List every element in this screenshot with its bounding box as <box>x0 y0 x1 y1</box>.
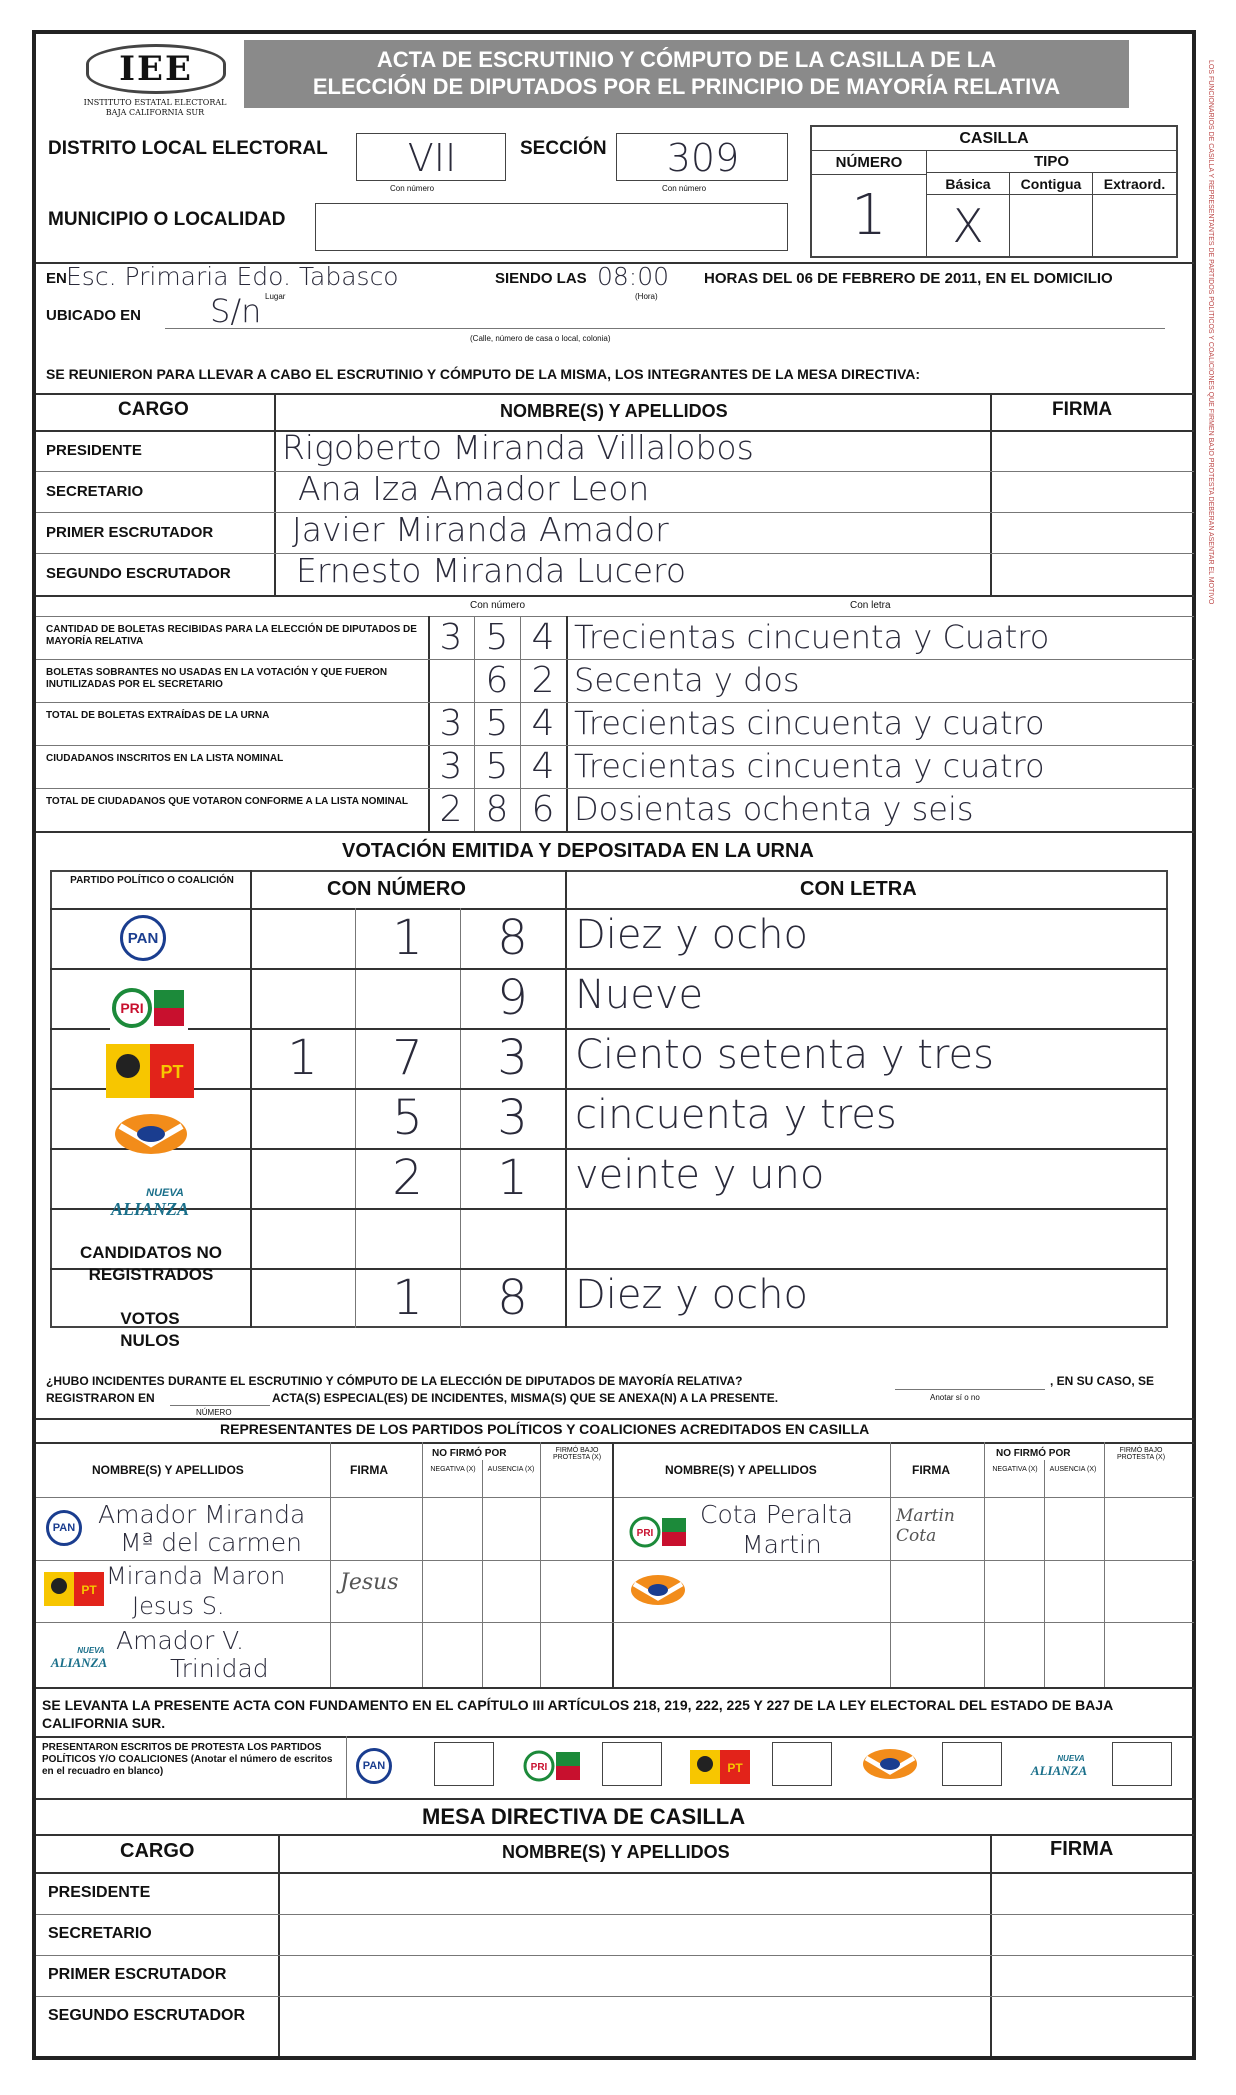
votacion-digit[interactable]: 2 <box>392 1150 423 1206</box>
protesta-prdpt-box[interactable] <box>772 1742 832 1786</box>
votacion-row-line <box>50 968 1168 970</box>
partido-header <box>54 875 250 887</box>
mesa-final-cargo: CARGO <box>120 1840 195 1862</box>
boletas-row-label: CANTIDAD DE BOLETAS RECIBIDAS PARA LA ELECCIÓN DE DIPUTADOS DE MAYORÍA RELATIVA <box>46 624 417 647</box>
votacion-digit[interactable]: 9 <box>497 970 528 1026</box>
tipo-basica-mark[interactable]: X <box>927 195 1010 256</box>
fundamento-text: SE LEVANTA LA PRESENTE ACTA CON FUNDAMENTO EN EL CAPÍTULO III ARTÍCULOS 218, 219, 222, 225 Y 227 DE LA LEY ELECTORAL DEL ESTADO DE BAJA CALIFORNIA SUR. <box>42 1697 1113 1731</box>
rep-right-protesta: FIRMÓ BAJO PROTESTA (X) <box>1116 1447 1166 1461</box>
nombre-secretario[interactable]: Ana Iza Amador Leon <box>298 469 650 508</box>
mf-segundo-escrutador: SEGUNDO ESCRUTADOR <box>48 2007 246 2024</box>
votacion-digit[interactable]: 5 <box>392 1090 423 1146</box>
ubicado-label: UBICADO EN <box>46 307 142 324</box>
boletas-con-numero: Con número <box>470 600 526 611</box>
side-note: LOS FUNCIONARIOS DE CASILLA Y REPRESENTANTES DE PARTIDOS POLÍTICOS Y COALICIONES QUE FIRMEN BAJO PROTESTA DEBERÁN ASENTAR EL MOTIVO <box>1207 60 1214 605</box>
votacion-digit[interactable]: 1 <box>497 1150 528 1206</box>
boletas-digit[interactable]: 5 <box>485 703 509 744</box>
votacion-digit[interactable]: 7 <box>392 1030 423 1086</box>
protesta-na-logo-icon <box>1024 1746 1094 1786</box>
seccion-label: SECCIÓN <box>520 138 607 159</box>
rep-na-name-2[interactable]: Trinidad <box>170 1654 269 1683</box>
protesta-pri-pvem-logo-icon <box>522 1746 582 1786</box>
protesta-conv-box[interactable] <box>942 1742 1002 1786</box>
rep-c1 <box>330 1442 331 1687</box>
nombre-segundo-escrutador[interactable]: Ernesto Miranda Lucero <box>296 551 687 590</box>
boletas-row-label: BOLETAS SOBRANTES NO USADAS EN LA VOTACIÓN Y QUE FUERON INUTILIZADAS POR EL SECRETARIO <box>46 667 388 690</box>
rep-mid <box>612 1442 614 1687</box>
mesa-col2 <box>990 393 992 595</box>
rep-r1 <box>36 1560 1194 1561</box>
seccion-hint: Con número <box>662 184 707 193</box>
rep-c8 <box>1104 1442 1105 1687</box>
votacion-letra[interactable]: Diez y ocho <box>575 1272 808 1318</box>
rep-right-no-firmo: NO FIRMÓ POR <box>996 1448 1071 1459</box>
votacion-digit[interactable] <box>250 1268 355 1328</box>
rep-pan-name-2[interactable]: Mª del carmen <box>120 1528 302 1557</box>
title-line-1: ACTA DE ESCRUTINIO Y CÓMPUTO DE LA CASILLA DE LA <box>376 47 997 72</box>
prd-pt-logo-icon <box>106 1044 194 1098</box>
mesa-final-firma: FIRMA <box>1050 1838 1114 1860</box>
distrito-field[interactable] <box>356 133 506 181</box>
boletas-top <box>36 616 1194 617</box>
na-top: NUEVA <box>146 1186 184 1199</box>
votacion-head-line <box>50 908 1168 910</box>
siendo-label: SIENDO LAS <box>495 270 587 287</box>
rep-convergencia-logo-icon <box>628 1572 688 1612</box>
boletas-letra[interactable]: Dosientas ochenta y seis <box>574 790 974 828</box>
protesta-text: PRESENTARON ESCRITOS DE PROTESTA LOS PARTIDOS POLÍTICOS Y/O COALICIONES (Anotar el número de escritos en el recuadro en blanco) <box>42 1742 333 1777</box>
protesta-convergencia-logo-icon <box>860 1746 920 1786</box>
cargo-header: CARGO <box>118 399 189 420</box>
mf-primer-escrutador: PRIMER ESCRUTADOR <box>48 1966 227 1983</box>
rep-na-name-1[interactable]: Amador V. <box>116 1626 244 1655</box>
boletas-con-letra: Con letra <box>850 600 891 611</box>
rep-left-negativa: NEGATIVA (X) <box>430 1466 476 1473</box>
rep-top <box>36 1418 1194 1420</box>
rep-left-nombre-header: NOMBRE(S) Y APELLIDOS <box>92 1463 244 1477</box>
boletas-digit[interactable]: 3 <box>439 746 463 787</box>
rep-pri-name-1[interactable]: Cota Peralta <box>700 1500 854 1529</box>
seccion-field[interactable] <box>616 133 788 181</box>
votos-nulos: VOTOS NULOS <box>120 1309 180 1350</box>
incidentes-line2-suffix: ACTA(S) ESPECIAL(ES) DE INCIDENTES, MISMA(S) QUE SE ANEXA(N) A LA PRESENTE. <box>272 1391 779 1405</box>
rep-prdpt-name-1[interactable]: Miranda Maron <box>106 1562 286 1590</box>
lugar-value[interactable]: Esc. Primaria Edo. Tabasco <box>66 262 399 291</box>
hora-hint: (Hora) <box>635 292 658 301</box>
mesa-col1 <box>274 393 276 595</box>
rep-right-nombre-header: NOMBRE(S) Y APELLIDOS <box>665 1463 817 1477</box>
votacion-letra[interactable]: cincuenta y tres <box>575 1092 897 1138</box>
rep-prd-pt-logo-icon <box>44 1572 104 1606</box>
boletas-digit[interactable]: 3 <box>439 703 463 744</box>
cargo-primer-escrutador: PRIMER ESCRUTADOR <box>46 524 214 541</box>
rep-title-line <box>36 1442 1194 1444</box>
iee-logo-icon: IEE <box>86 44 226 94</box>
cargo-secretario: SECRETARIO <box>46 483 144 500</box>
logo-subtitle-2: BAJA CALIFORNIA SUR <box>105 108 205 117</box>
votacion-digit[interactable] <box>250 1088 355 1148</box>
rep-c3 <box>482 1460 483 1687</box>
protesta-pri-box[interactable] <box>602 1742 662 1786</box>
rep-left-ausencia: AUSENCIA (X) <box>487 1466 535 1473</box>
votacion-row-line <box>50 1088 1168 1090</box>
rep-c2 <box>422 1442 423 1687</box>
nombre-header: NOMBRE(S) Y APELLIDOS <box>500 401 728 421</box>
votacion-row-line <box>50 1148 1168 1150</box>
svg-text:PT: PT <box>727 1761 743 1775</box>
con-letra-header: CON LETRA <box>800 878 917 900</box>
casilla-label: CASILLA <box>812 127 1176 151</box>
rep-r2 <box>36 1622 1194 1623</box>
mf-secretario: SECRETARIO <box>48 1925 152 1942</box>
svg-text:PRI: PRI <box>636 1528 654 1539</box>
incidentes-line1: ¿HUBO INCIDENTES DURANTE EL ESCRUTINIO Y CÓMPUTO DE LA ELECCIÓN DE DIPUTADOS DE MAYORÍA RELATIVA? <box>46 1374 743 1388</box>
pan-logo-icon: PAN <box>120 915 166 961</box>
mf-h3 <box>36 1955 1194 1956</box>
votacion-letra[interactable]: Nueve <box>575 972 704 1018</box>
incidentes-line1-suffix: , EN SU CASO, SE <box>1050 1374 1155 1388</box>
tipo-basica: Básica <box>927 173 1010 195</box>
rep-left-protesta: FIRMÓ BAJO PROTESTA (X) <box>552 1447 602 1461</box>
rep-na-top: NUEVA <box>77 1645 105 1655</box>
mf-presidente: PRESIDENTE <box>48 1884 151 1901</box>
rep-c4 <box>540 1442 541 1687</box>
partido-header-text: PARTIDO POLÍTICO O COALICIÓN <box>70 875 234 886</box>
rep-left-no-firmo: NO FIRMÓ POR <box>432 1448 507 1459</box>
rep-right-ausencia: AUSENCIA (X) <box>1049 1466 1097 1473</box>
municipio-field[interactable] <box>315 203 788 251</box>
tipo-contigua-cell[interactable] <box>1010 195 1093 256</box>
seccion-value: 309 <box>666 136 740 180</box>
boletas-bottom <box>36 831 1194 833</box>
boletas-digit[interactable]: 4 <box>531 617 555 658</box>
votacion-digit[interactable] <box>250 1208 355 1268</box>
votacion-digit[interactable]: 1 <box>392 910 423 966</box>
rep-head-line <box>36 1497 1194 1498</box>
boletas-row-line <box>36 659 1194 660</box>
rep-pan-logo-icon: PAN <box>46 1510 82 1546</box>
incidentes-numero-line <box>170 1405 270 1406</box>
protesta-na-top: NUEVA <box>1057 1753 1085 1763</box>
mf-col2 <box>990 1834 992 2056</box>
votacion-digit[interactable] <box>355 968 460 1028</box>
votacion-digit[interactable]: 8 <box>497 1270 528 1326</box>
mesa-final-title-line <box>36 1834 1194 1836</box>
nueva-alianza-logo-icon <box>104 1176 196 1230</box>
votacion-title: VOTACIÓN EMITIDA Y DEPOSITADA EN LA URNA <box>342 840 814 862</box>
nombre-primer-escrutador[interactable]: Javier Miranda Amador <box>292 510 669 549</box>
distrito-value: VII <box>407 136 457 180</box>
rep-prdpt-firma[interactable]: Jesus <box>340 1570 399 1595</box>
protesta-prd-pt-logo-icon <box>690 1750 750 1784</box>
rep-bottom <box>36 1687 1194 1689</box>
rep-right-firma-header: FIRMA <box>912 1463 950 1477</box>
boletas-col4 <box>566 616 568 831</box>
votacion-row-line <box>50 1028 1168 1030</box>
rep-pri-firma[interactable]: Martin Cota <box>896 1506 955 1546</box>
svg-text:PRI: PRI <box>120 1000 144 1016</box>
protesta-bottom <box>36 1798 1194 1800</box>
votacion-digit[interactable] <box>460 1208 565 1268</box>
protesta-pan-logo-icon: PAN <box>356 1748 392 1784</box>
boletas-row-label: TOTAL DE BOLETAS EXTRAÍDAS DE LA URNA <box>46 710 270 721</box>
lugar-hint: Lugar <box>265 292 286 301</box>
boletas-digit[interactable]: 5 <box>485 746 509 787</box>
numero-label: NÚMERO <box>812 151 927 175</box>
rep-right-negativa: NEGATIVA (X) <box>992 1466 1038 1473</box>
hora-value[interactable]: 08:00 <box>597 262 670 291</box>
votacion-digit[interactable]: 1 <box>392 1270 423 1326</box>
svg-text:PRI: PRI <box>530 1762 548 1773</box>
rep-prdpt-name-2[interactable]: Jesus S. <box>132 1592 225 1620</box>
protesta-na-bottom: ALIANZA <box>1030 1762 1088 1778</box>
boletas-letra[interactable]: Trecientas cincuenta y Cuatro <box>574 618 1050 656</box>
boletas-digit[interactable]: 2 <box>439 789 463 830</box>
votacion-letra[interactable]: Ciento setenta y tres <box>575 1032 994 1078</box>
convergencia-logo-icon <box>112 1110 190 1162</box>
boletas-digit[interactable]: 3 <box>439 617 463 658</box>
votacion-digit[interactable] <box>355 1208 460 1268</box>
rep-c6 <box>984 1442 985 1687</box>
boletas-letra[interactable]: Trecientas cincuenta y cuatro <box>574 747 1045 785</box>
anotar-hint: Anotar sí o no <box>930 1393 980 1402</box>
nombre-presidente[interactable]: Rigoberto Miranda Villalobos <box>282 428 754 467</box>
boletas-row-line <box>36 745 1194 746</box>
vot-col4 <box>565 870 567 1328</box>
votacion-letra[interactable]: veinte y uno <box>575 1152 825 1198</box>
rep-title: REPRESENTANTES DE LOS PARTIDOS POLÍTICOS Y COALICIONES ACREDITADOS EN CASILLA <box>220 1421 870 1437</box>
rep-pri-pvem-logo-icon <box>628 1512 688 1552</box>
rep-c7 <box>1044 1460 1045 1687</box>
boletas-row-line <box>36 702 1194 703</box>
rep-pan-name-1[interactable]: Amador Miranda <box>98 1500 306 1529</box>
casilla-box <box>810 125 1178 258</box>
lugar-prefix: EN <box>46 270 67 287</box>
numero-hint: NÚMERO <box>196 1408 232 1417</box>
con-numero-header: CON NÚMERO <box>327 878 466 900</box>
rep-pri-name-2[interactable]: Martin <box>742 1530 822 1559</box>
protesta-div <box>346 1736 347 1798</box>
title-line-2: ELECCIÓN DE DIPUTADOS POR EL PRINCIPIO DE MAYORÍA RELATIVA <box>312 74 1061 99</box>
rep-c5 <box>890 1442 891 1687</box>
cargo-segundo-escrutador: SEGUNDO ESCRUTADOR <box>46 565 231 582</box>
mesa-final-nombre: NOMBRE(S) Y APELLIDOS <box>502 1842 730 1862</box>
ubicado-hint: (Calle, número de casa o local, colonia) <box>470 334 611 343</box>
boletas-letra[interactable]: Trecientas cincuenta y cuatro <box>574 704 1045 742</box>
tipo-contigua: Contigua <box>1010 173 1093 195</box>
boletas-digit[interactable]: 2 <box>531 660 555 701</box>
fundamento-bottom <box>36 1736 1194 1738</box>
svg-text:PT: PT <box>160 1062 184 1082</box>
casilla-numero-value[interactable]: 1 <box>812 175 927 256</box>
boletas-digit[interactable]: 6 <box>531 789 555 830</box>
mesa-top <box>36 393 1194 395</box>
title-banner <box>244 40 1129 108</box>
votacion-digit[interactable]: 8 <box>497 910 528 966</box>
mesa-bottom <box>36 595 1194 597</box>
firma-header: FIRMA <box>1052 399 1113 420</box>
horas-del-text: HORAS DEL 06 DE FEBRERO DE 2011, EN EL DOMICILIO <box>704 270 1113 287</box>
votacion-letra[interactable]: Diez y ocho <box>575 912 808 958</box>
boletas-row-line <box>36 788 1194 789</box>
distrito-hint: Con número <box>390 184 435 193</box>
tipo-extraord: Extraord. <box>1093 173 1176 195</box>
municipio-label: MUNICIPIO O LOCALIDAD <box>48 209 286 230</box>
iee-logo <box>80 42 230 122</box>
votacion-digit[interactable] <box>250 968 355 1028</box>
boletas-row-label: TOTAL DE CIUDADANOS QUE VOTARON CONFORME A LA LISTA NOMINAL <box>46 796 409 807</box>
candidatos-no-registrados: CANDIDATOS NO REGISTRADOS <box>80 1243 222 1284</box>
rep-na-logo-icon <box>44 1638 114 1678</box>
rep-na-bottom: ALIANZA <box>50 1654 108 1670</box>
boletas-letra[interactable]: Secenta y dos <box>574 661 800 699</box>
tipo-extraord-cell[interactable] <box>1093 195 1176 256</box>
rep-left-firma-header: FIRMA <box>350 1463 388 1477</box>
incidentes-line2-prefix: REGISTRARON EN <box>46 1391 155 1405</box>
boletas-digit[interactable]: 4 <box>531 703 555 744</box>
distrito-label: DISTRITO LOCAL ELECTORAL <box>48 138 328 159</box>
boletas-digit[interactable]: 6 <box>485 660 509 701</box>
votacion-digit[interactable]: 3 <box>497 1090 528 1146</box>
mf-h4 <box>36 1996 1194 1997</box>
votacion-row-line <box>50 1208 1168 1210</box>
protesta-pan-box[interactable] <box>434 1742 494 1786</box>
tipo-label: TIPO <box>927 151 1176 173</box>
incidentes-answer-line <box>895 1389 1045 1390</box>
boletas-digit[interactable]: 8 <box>485 789 509 830</box>
boletas-digit[interactable]: 5 <box>485 617 509 658</box>
votacion-digit[interactable]: 3 <box>497 1030 528 1086</box>
ubicado-line <box>165 328 1165 329</box>
mf-col1 <box>278 1834 280 2056</box>
boletas-row-label: CIUDADANOS INSCRITOS EN LA LISTA NOMINAL <box>46 753 284 764</box>
boletas-digit[interactable]: 4 <box>531 746 555 787</box>
votacion-digit[interactable] <box>250 1148 355 1208</box>
logo-subtitle-1: INSTITUTO ESTATAL ELECTORAL <box>83 98 227 107</box>
svg-text:PT: PT <box>81 1583 97 1597</box>
reunion-text: SE REUNIERON PARA LLEVAR A CABO EL ESCRUTINIO Y CÓMPUTO DE LA MISMA, LOS INTEGRANTES DE LA MESA DIRECTIVA: <box>46 366 921 382</box>
mf-h1 <box>36 1872 1194 1874</box>
mf-h2 <box>36 1914 1194 1915</box>
na-bottom: ALIANZA <box>110 1198 189 1219</box>
votacion-digit[interactable]: 1 <box>287 1030 318 1086</box>
votacion-digit[interactable] <box>250 908 355 968</box>
ubicado-value[interactable]: S/n <box>210 292 262 330</box>
boletas-digit[interactable] <box>428 659 474 702</box>
cargo-presidente: PRESIDENTE <box>46 442 142 459</box>
pri-pvem-logo-icon <box>110 982 188 1034</box>
mesa-final-title: MESA DIRECTIVA DE CASILLA <box>422 1804 746 1829</box>
protesta-na-box[interactable] <box>1112 1742 1172 1786</box>
